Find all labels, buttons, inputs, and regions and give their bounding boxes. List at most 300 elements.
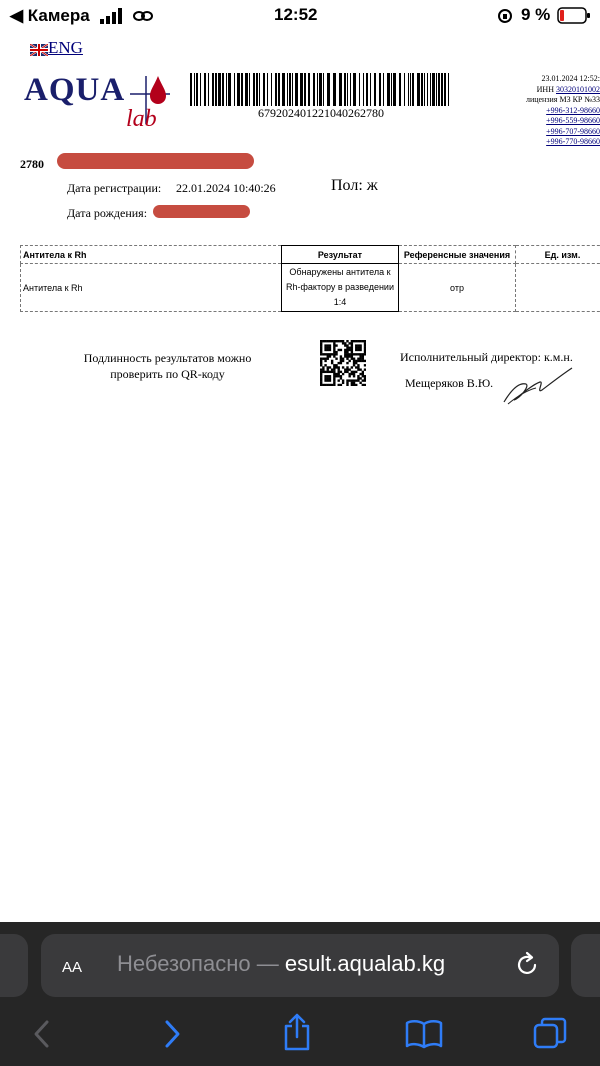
license-line: лицензия МЗ КР №33 <box>525 95 600 104</box>
qr-module <box>320 353 322 355</box>
row-test: Антитела к Rh <box>21 264 282 312</box>
qr-module <box>320 351 322 353</box>
barcode-bar <box>412 73 414 106</box>
reload-icon[interactable] <box>513 951 541 979</box>
qr-module <box>346 384 348 386</box>
barcode-bar <box>317 73 318 106</box>
qr-module <box>351 347 353 349</box>
qr-module <box>327 340 329 342</box>
barcode-bar <box>410 73 411 106</box>
qr-module <box>342 358 344 360</box>
qr-module <box>335 366 337 368</box>
qr-module <box>331 384 333 386</box>
qr-module <box>327 347 329 349</box>
print-date: 23.01.2024 12:52: <box>541 74 600 83</box>
barcode-bar <box>383 73 384 106</box>
qr-module <box>357 375 359 377</box>
qr-module <box>331 362 333 364</box>
qr-module <box>333 355 335 357</box>
barcode <box>190 73 452 106</box>
qr-module <box>333 377 335 379</box>
qr-module <box>340 358 342 360</box>
qr-module <box>362 355 364 357</box>
qr-module <box>355 379 357 381</box>
qr-code <box>320 340 366 386</box>
qr-module <box>362 340 364 342</box>
qr-module <box>348 349 350 351</box>
qr-module <box>346 355 348 357</box>
qr-module <box>322 368 324 370</box>
qr-module <box>362 379 364 381</box>
registration-label: Дата регистрации: <box>67 181 162 195</box>
inn-line: ИНН 30320101002 <box>536 84 600 94</box>
qr-module <box>329 353 331 355</box>
bookmarks-icon[interactable] <box>404 1018 444 1050</box>
qr-module <box>346 371 348 373</box>
qr-module <box>331 368 333 370</box>
share-icon[interactable] <box>281 1012 313 1052</box>
qr-module <box>324 377 326 379</box>
qr-module <box>351 344 353 346</box>
qr-module <box>346 366 348 368</box>
barcode-bar <box>408 73 409 106</box>
qr-module <box>320 362 322 364</box>
barcode-bar <box>295 73 298 106</box>
barcode-bar <box>287 73 288 106</box>
qr-module <box>364 377 366 379</box>
barcode-bar <box>424 73 425 106</box>
qr-module <box>333 379 335 381</box>
qr-module <box>322 371 324 373</box>
qr-module <box>357 358 359 360</box>
qr-module <box>333 351 335 353</box>
url-text[interactable] <box>117 951 445 977</box>
qr-module <box>342 342 344 344</box>
qr-module <box>362 375 364 377</box>
barcode-bar <box>436 73 437 106</box>
qr-module <box>324 344 326 346</box>
qr-module <box>362 353 364 355</box>
qr-module <box>348 347 350 349</box>
row-reference: отр <box>399 264 516 312</box>
qr-module <box>351 373 353 375</box>
qr-module <box>338 368 340 370</box>
qr-module <box>364 379 366 381</box>
phone-link[interactable]: +996-707-98660 <box>546 126 600 136</box>
qr-module <box>359 340 361 342</box>
qr-module <box>353 382 355 384</box>
qr-module <box>355 360 357 362</box>
redaction-mark <box>57 153 254 169</box>
qr-module <box>329 349 331 351</box>
barcode-bar <box>292 73 293 106</box>
qr-module <box>340 377 342 379</box>
qr-module <box>324 379 326 381</box>
lab-info <box>500 74 600 148</box>
barcode-bar <box>359 73 360 106</box>
qr-module <box>359 347 361 349</box>
qr-module <box>364 375 366 377</box>
table-row <box>21 264 600 312</box>
barcode-bar <box>350 73 351 106</box>
qr-module <box>324 358 326 360</box>
qr-module <box>327 366 329 368</box>
qr-module <box>359 373 361 375</box>
barcode-bar <box>399 73 401 106</box>
qr-module <box>364 368 366 370</box>
table-header-row <box>21 246 600 264</box>
qr-module <box>327 377 329 379</box>
barcode-bar <box>319 73 322 106</box>
qr-module <box>364 364 366 366</box>
qr-module <box>324 375 326 377</box>
qr-module <box>359 344 361 346</box>
qr-module <box>355 353 357 355</box>
qr-module <box>322 353 324 355</box>
qr-module <box>329 355 331 357</box>
barcode-bar <box>228 73 231 106</box>
qr-module <box>344 355 346 357</box>
qr-module <box>353 375 355 377</box>
qr-module <box>320 373 322 375</box>
qr-module <box>362 384 364 386</box>
qr-module <box>324 347 326 349</box>
qr-module <box>355 371 357 373</box>
reader-options-button[interactable]: AA <box>62 959 83 976</box>
qr-module <box>355 340 357 342</box>
qr-module <box>355 344 357 346</box>
barcode-bar <box>366 73 368 106</box>
qr-module <box>357 379 359 381</box>
qr-module <box>348 373 350 375</box>
qr-module <box>359 382 361 384</box>
qr-module <box>320 364 322 366</box>
qr-module <box>348 355 350 357</box>
phone-link[interactable]: +996-770-98660 <box>546 137 600 146</box>
barcode-bar <box>208 73 209 106</box>
qr-module <box>351 355 353 357</box>
qr-module <box>333 342 335 344</box>
barcode-bar <box>363 73 364 106</box>
barcode-bar <box>370 73 371 106</box>
url-security-label: Небезопасно — <box>117 951 285 976</box>
qr-module <box>357 360 359 362</box>
qr-module <box>355 384 357 386</box>
qr-module <box>340 349 342 351</box>
qr-module <box>340 371 342 373</box>
qr-module <box>346 362 348 364</box>
qr-module <box>359 358 361 360</box>
qr-module <box>320 360 322 362</box>
qr-module <box>346 353 348 355</box>
phone-link[interactable]: +996-559-98660 <box>546 116 600 125</box>
qr-module <box>364 340 366 342</box>
qr-module <box>346 379 348 381</box>
barcode-bar <box>259 73 260 106</box>
barcode-bar <box>308 73 310 106</box>
back-icon[interactable] <box>30 1018 54 1050</box>
qr-module <box>331 353 333 355</box>
qr-module <box>324 360 326 362</box>
barcode-bar <box>404 73 405 106</box>
barcode-bar <box>289 73 291 106</box>
barcode-bar <box>241 73 243 106</box>
barcode-bar <box>200 73 201 106</box>
qr-module <box>353 379 355 381</box>
qr-module <box>333 368 335 370</box>
qr-module <box>344 349 346 351</box>
qr-module <box>340 375 342 377</box>
row-unit <box>516 264 600 312</box>
barcode-bar <box>196 73 198 106</box>
qr-module <box>333 349 335 351</box>
qr-module <box>364 384 366 386</box>
previous-tab-preview[interactable] <box>0 934 28 997</box>
qr-module <box>364 351 366 353</box>
barcode-bar <box>204 73 206 106</box>
barcode-bar <box>432 73 435 106</box>
qr-module <box>324 371 326 373</box>
qr-module <box>342 373 344 375</box>
verification-note: Подлинность результатов можно проверить по QR-коду <box>83 351 252 381</box>
qr-module <box>322 340 324 342</box>
qr-module <box>353 360 355 362</box>
qr-module <box>357 353 359 355</box>
qr-module <box>355 362 357 364</box>
link-icon <box>133 8 153 24</box>
birthdate-label: Дата рождения: <box>67 206 148 220</box>
qr-module <box>335 375 337 377</box>
qr-module <box>364 349 366 351</box>
qr-module <box>351 353 353 355</box>
qr-module <box>353 371 355 373</box>
barcode-bar <box>234 73 235 106</box>
barcode-bar <box>448 73 449 106</box>
next-tab-preview[interactable] <box>571 934 600 997</box>
qr-module <box>331 340 333 342</box>
qr-module <box>353 358 355 360</box>
barcode-bar <box>212 73 214 106</box>
qr-module <box>340 362 342 364</box>
barcode-bar <box>438 73 440 106</box>
results-table <box>20 245 600 312</box>
qr-module <box>359 360 361 362</box>
qr-module <box>329 371 331 373</box>
qr-module <box>338 375 340 377</box>
phone-link[interactable]: +996-312-98660 <box>546 105 600 115</box>
barcode-bar <box>222 73 224 106</box>
forward-icon[interactable] <box>160 1018 184 1050</box>
barcode-bar <box>421 73 423 106</box>
barcode-bar <box>218 73 221 106</box>
qr-module <box>351 342 353 344</box>
qr-module <box>353 373 355 375</box>
qr-module <box>320 347 322 349</box>
inn-link[interactable]: 30320101002 <box>556 84 600 94</box>
qr-module <box>327 358 329 360</box>
qr-module <box>357 377 359 379</box>
qr-module <box>357 366 359 368</box>
qr-module <box>335 351 337 353</box>
qr-module <box>320 340 322 342</box>
qr-module <box>320 384 322 386</box>
qr-module <box>355 366 357 368</box>
barcode-number: 6792024012210402627​80 <box>258 106 384 120</box>
qr-module <box>338 371 340 373</box>
qr-module <box>329 384 331 386</box>
header-result: Результат <box>282 246 399 264</box>
qr-module <box>327 371 329 373</box>
qr-module <box>359 355 361 357</box>
qr-module <box>333 366 335 368</box>
barcode-bar <box>278 73 280 106</box>
qr-module <box>333 364 335 366</box>
qr-module <box>320 344 322 346</box>
back-to-camera[interactable]: ◀ Камера <box>10 6 90 25</box>
barcode-bar <box>444 73 446 106</box>
qr-module <box>327 375 329 377</box>
qr-module <box>322 384 324 386</box>
qr-module <box>329 347 331 349</box>
barcode-bar <box>344 73 346 106</box>
qr-module <box>344 368 346 370</box>
qr-module <box>351 371 353 373</box>
qr-module <box>322 366 324 368</box>
qr-module <box>346 358 348 360</box>
qr-module <box>324 364 326 366</box>
qr-module <box>353 353 355 355</box>
qr-module <box>351 349 353 351</box>
qr-module <box>353 362 355 364</box>
qr-module <box>362 371 364 373</box>
qr-module <box>340 360 342 362</box>
qr-module <box>351 382 353 384</box>
qr-module <box>333 375 335 377</box>
barcode-bar <box>339 73 342 106</box>
qr-module <box>362 373 364 375</box>
barcode-bar <box>427 73 428 106</box>
qr-module <box>320 377 322 379</box>
status-bar <box>0 0 600 32</box>
signal-icon <box>100 8 128 24</box>
qr-module <box>333 344 335 346</box>
qr-module <box>329 377 331 379</box>
barcode-bar <box>374 73 376 106</box>
qr-module <box>333 384 335 386</box>
qr-module <box>346 344 348 346</box>
qr-module <box>348 379 350 381</box>
qr-module <box>338 373 340 375</box>
qr-module <box>329 340 331 342</box>
qr-module <box>335 358 337 360</box>
barcode-bar <box>323 73 324 106</box>
qr-module <box>327 379 329 381</box>
registration-date: 22.01.2024 10:40:26 <box>176 181 276 195</box>
qr-module <box>333 371 335 373</box>
qr-module <box>338 379 340 381</box>
qr-module <box>348 353 350 355</box>
row-result: Обнаружены антитела к Rh-фактору в разведении 1:4 <box>282 264 399 312</box>
qr-module <box>335 340 337 342</box>
qr-module <box>342 340 344 342</box>
barcode-bar <box>215 73 217 106</box>
barcode-bar <box>391 73 392 106</box>
qr-module <box>320 375 322 377</box>
qr-module <box>348 375 350 377</box>
barcode-bar <box>387 73 390 106</box>
qr-module <box>320 358 322 360</box>
qr-module <box>338 366 340 368</box>
qr-module <box>342 382 344 384</box>
barcode-bar <box>194 73 195 106</box>
qr-module <box>355 347 357 349</box>
qr-module <box>333 347 335 349</box>
qr-module <box>327 349 329 351</box>
qr-module <box>342 379 344 381</box>
qr-module <box>327 344 329 346</box>
qr-module <box>346 340 348 342</box>
qr-module <box>324 349 326 351</box>
barcode-bar <box>300 73 303 106</box>
qr-module <box>364 347 366 349</box>
barcode-bar <box>249 73 250 106</box>
barcode-bar <box>267 73 268 106</box>
qr-module <box>346 347 348 349</box>
qr-module <box>327 355 329 357</box>
qr-module <box>353 384 355 386</box>
qr-module <box>329 366 331 368</box>
qr-module <box>320 368 322 370</box>
barcode-bar <box>263 73 265 106</box>
qr-module <box>333 382 335 384</box>
qr-module <box>344 371 346 373</box>
qr-module <box>335 373 337 375</box>
lang-eng-link[interactable]: ENG <box>48 38 83 57</box>
qr-module <box>364 360 366 362</box>
qr-module <box>359 368 361 370</box>
qr-module <box>327 368 329 370</box>
barcode-bar <box>237 73 240 106</box>
qr-module <box>324 384 326 386</box>
barcode-bar <box>256 73 258 106</box>
qr-module <box>348 368 350 370</box>
barcode-bar <box>353 73 356 106</box>
qr-module <box>348 360 350 362</box>
barcode-bar <box>245 73 248 106</box>
qr-module <box>324 353 326 355</box>
qr-module <box>357 349 359 351</box>
qr-module <box>338 349 340 351</box>
qr-module <box>357 368 359 370</box>
qr-module <box>364 353 366 355</box>
barcode-bar <box>271 73 272 106</box>
header-test: Антитела к Rh <box>21 246 282 264</box>
redaction-mark <box>153 205 250 218</box>
qr-module <box>362 358 364 360</box>
qr-module <box>346 349 348 351</box>
qr-module <box>357 344 359 346</box>
qr-module <box>333 340 335 342</box>
qr-module <box>342 366 344 368</box>
barcode-bar <box>417 73 420 106</box>
barcode-bar <box>347 73 348 106</box>
qr-module <box>344 351 346 353</box>
qr-module <box>357 347 359 349</box>
barcode-bar <box>226 73 227 106</box>
qr-module <box>320 349 322 351</box>
tabs-icon[interactable] <box>532 1016 568 1052</box>
qr-module <box>346 382 348 384</box>
